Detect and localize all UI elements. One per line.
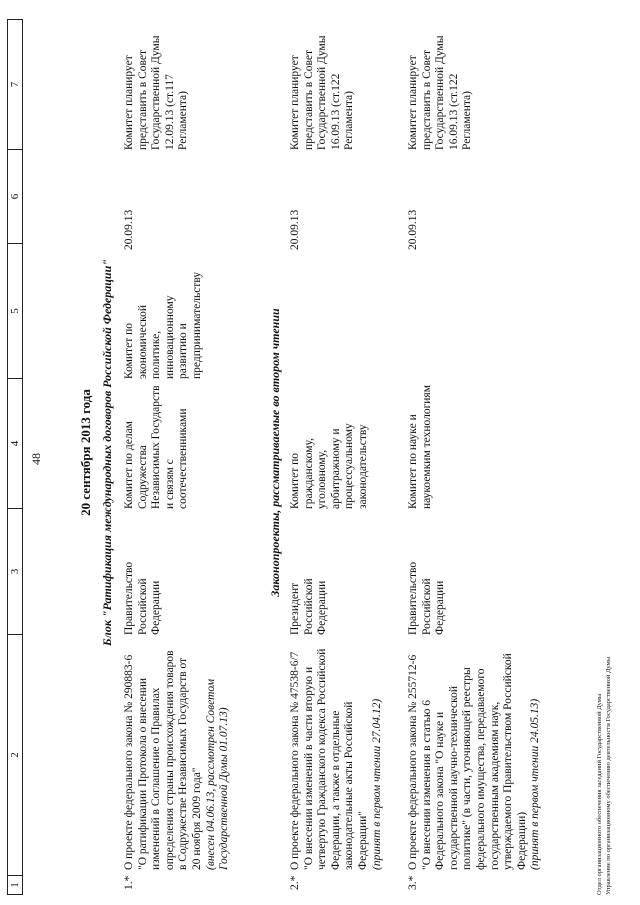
column-header-6: 6 bbox=[8, 149, 22, 243]
section-title-second-reading: Законопроекты, рассматриваемые во втором чтении bbox=[268, 308, 282, 597]
consideration-date: 20.09.13 bbox=[123, 209, 135, 250]
column-header-row bbox=[7, 19, 23, 895]
bill-title: О проекте федерального закона № 290883-6 "О ратификации Протокола о внесении изменений в Соглашение о Правилах определения страны происхождения товаров в Содружестве Независимых Государств от 20 ноября 2009 года" bbox=[123, 650, 203, 870]
bill-title: О проекте федерального закона № 47538-6/7 "О внесении изменений в части вторую и четвертую Гражданского кодекса Российской Федерации, а также в отдельные законодательные акты Российской Федерации" bbox=[289, 648, 369, 870]
footer-line-2: Управление по организационному обеспечению деятельности Государственной Думы bbox=[604, 656, 612, 895]
column-header-3: 3 bbox=[8, 508, 22, 634]
responsible-committee: Комитет по гражданскому, уголовному, арбитражному и процессуальному законодательству bbox=[289, 423, 369, 509]
bill-description bbox=[123, 645, 232, 870]
bill-note: (принят в первом чтении 24.05.13) bbox=[529, 698, 542, 870]
column-header-2: 2 bbox=[8, 634, 22, 875]
row-number: 1.* bbox=[123, 875, 135, 890]
row-number: 3.* bbox=[407, 875, 419, 890]
page-number: 48 bbox=[29, 453, 43, 465]
consideration-date: 20.09.13 bbox=[407, 209, 419, 250]
bill-note: (внесен 04.06.13, рассмотрен Советом Государственной Думы 01.07.13) bbox=[204, 678, 231, 870]
status: Комитет планирует представить в Совет Государственной Думы 12.09.13 (ст.117 Регламента) bbox=[123, 35, 190, 150]
column-header-7: 7 bbox=[9, 81, 21, 88]
date-heading: 20 сентября 2013 года bbox=[78, 389, 93, 516]
initiator: Правительство Российской Федерации bbox=[407, 561, 447, 635]
footer bbox=[596, 657, 613, 895]
bill-description bbox=[407, 645, 543, 870]
bill-description bbox=[289, 645, 384, 870]
initiator: Президент Российской Федерации bbox=[289, 578, 329, 635]
row-number: 2.* bbox=[289, 875, 301, 890]
column-header-1: 1 bbox=[8, 875, 22, 894]
column-header-4: 4 bbox=[8, 378, 22, 508]
responsible-committee: Комитет по делам Содружества Независимых Государств и связям с соотечественниками bbox=[123, 385, 190, 509]
consideration-date: 20.09.13 bbox=[289, 209, 301, 250]
bill-note: (принят в первом чтении 27.04.12) bbox=[370, 698, 383, 870]
co-committee: Комитет по экономической политике, инновационному развитию и предпринимательству bbox=[123, 271, 203, 379]
column-header-5: 5 bbox=[8, 243, 22, 378]
responsible-committee: Комитет по науке и наукоемким технологиям bbox=[407, 384, 433, 509]
status: Комитет планирует представить в Совет Государственной Думы 16.09.13 (ст.122 Регламента) bbox=[407, 35, 474, 150]
initiator: Правительство Российской Федерации bbox=[123, 561, 163, 635]
status: Комитет планирует представить в Совет Государственной Думы 16.09.13 (ст.122 Регламента) bbox=[289, 35, 356, 150]
footer-line-1: Отдел организационного обеспечения заседаний Государственной Думы bbox=[596, 693, 603, 895]
section-title-ratification: Блок "Ратификация международных договоров Российской Федерации" bbox=[100, 259, 114, 646]
bill-title: О проекте федерального закона № 255712-6 "О внесении изменения в статью 6 Федерального закона "О науке и государственной научно-технической политике" (в части, уточняющей реестры федерального имущества, передаваемого государственным академиям наук, утверждаемого Правительством Российской Федерации) bbox=[407, 653, 528, 870]
